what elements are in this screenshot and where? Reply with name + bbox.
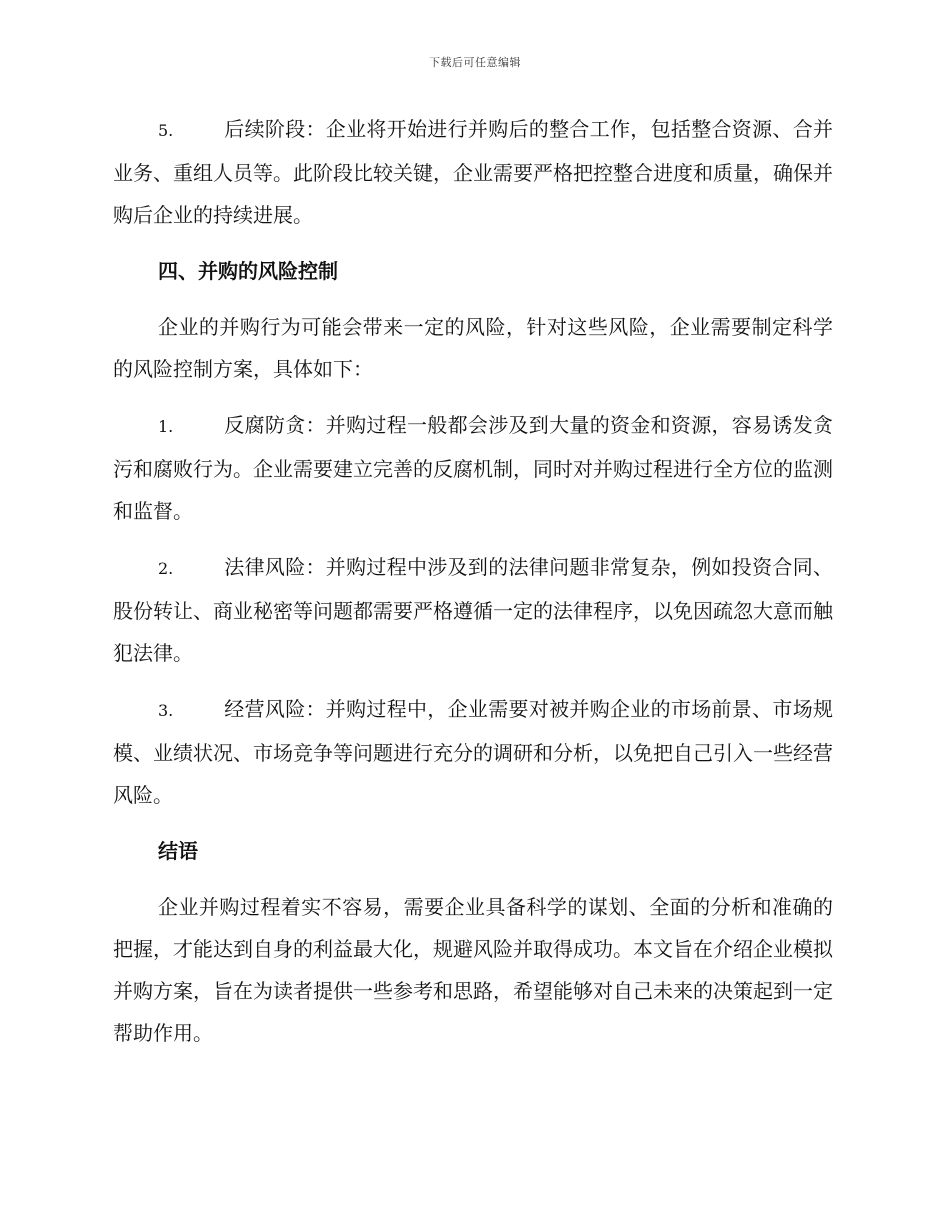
section-heading-conclusion: 结语: [158, 839, 198, 863]
page-header: 下载后可任意编辑: [429, 56, 521, 69]
list-item-text: 法律风险：并购过程中涉及到的法律问题非常复杂，例如投资合同、股份转让、商业秘密等问题都需要严格遵循一定的法律程序，以免因疏忽大意而触犯法律。: [113, 555, 833, 665]
list-item-text: 经营风险：并购过程中，企业需要对被并购企业的市场前景、市场规模、业绩状况、市场竞争等问题进行充分的调研和分析，以免把自己引入一些经营风险。: [113, 697, 833, 807]
list-item-text: 后续阶段：企业将开始进行并购后的整合工作，包括整合资源、合并业务、重组人员等。此阶段比较关键，企业需要严格把控整合进度和质量，确保并购后企业的持续进展。: [113, 117, 833, 227]
list-number: 3.: [158, 701, 174, 720]
list-item-1: [113, 404, 833, 532]
list-number: 2.: [158, 559, 174, 578]
document-body: [113, 108, 833, 1068]
section-intro-paragraph: 企业的并购行为可能会带来一定的风险，针对这些风险，企业需要制定科学的风险控制方案，具体如下：: [113, 315, 833, 381]
section-heading-risk-control: 四、并购的风险控制: [158, 259, 338, 283]
list-item-text: 反腐防贪：并购过程一般都会涉及到大量的资金和资源，容易诱发贪污和腐败行为。企业需要建立完善的反腐机制，同时对并购过程进行全方位的监测和监督。: [113, 413, 833, 523]
conclusion-paragraph: 企业并购过程着实不容易，需要企业具备科学的谋划、全面的分析和准确的把握，才能达到自身的利益最大化，规避风险并取得成功。本文旨在介绍企业模拟并购方案，旨在为读者提供一些参考和思路，希望能够对自己未来的决策起到一定帮助作用。: [113, 895, 833, 1045]
list-item-5: [113, 108, 833, 236]
list-item-3: [113, 688, 833, 816]
list-item-2: [113, 546, 833, 674]
list-number: 5.: [158, 121, 174, 140]
list-number: 1.: [158, 417, 174, 436]
